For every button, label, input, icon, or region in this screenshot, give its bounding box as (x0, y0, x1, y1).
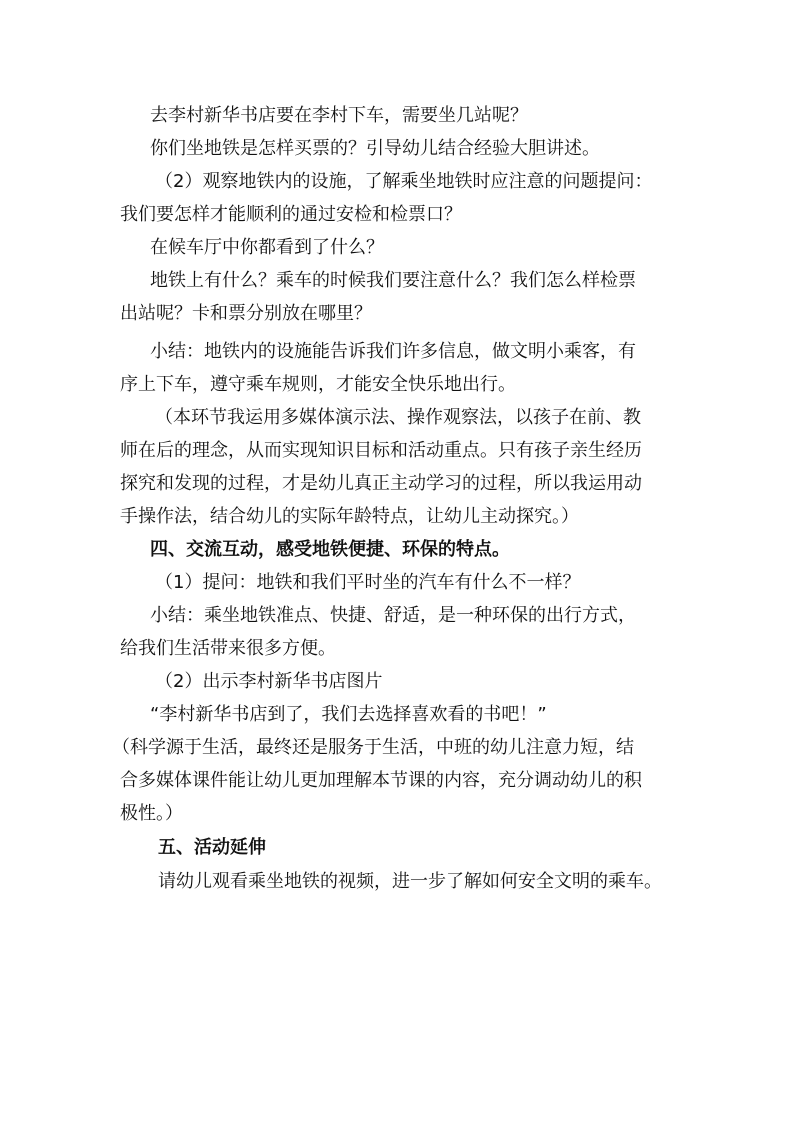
text-line: 小结：乘坐地铁准点、快捷、舒适，是一种环保的出行方式， (150, 605, 636, 626)
section-heading: 四、交流互动，感受地铁便捷、环保的特点。 (150, 539, 510, 560)
text-line: 合多媒体课件能让幼儿更加理解本节课的内容，充分调动幼儿的积 (120, 770, 642, 791)
text-line: 给我们生活带来很多方便。 (120, 638, 336, 659)
text-line: 极性。） (120, 803, 183, 824)
text-line: 出站呢？卡和票分别放在哪里？ (120, 303, 372, 324)
text-line: 你们坐地铁是怎样买票的？引导幼儿结合经验大胆讲述。 (150, 138, 600, 159)
text-line: 去李村新华书店要在李村下车，需要坐几站呢？ (150, 105, 528, 126)
text-line: （科学源于生活，最终还是服务于生活，中班的幼儿注意力短，结 (112, 737, 634, 758)
text-line: 地铁上有什么？乘车的时候我们要注意什么？我们怎么样检票 (150, 270, 636, 291)
text-line: （2）出示李村新华书店图片 (155, 671, 383, 692)
text-line: 小结：地铁内的设施能告诉我们许多信息，做文明小乘客，有 (150, 341, 636, 362)
text-line: 请幼儿观看乘坐地铁的视频，进一步了解如何安全文明的乘车。 (158, 871, 662, 892)
text-line: 在候车厅中你都看到了什么？ (150, 237, 384, 258)
text-line: “李村新华书店到了，我们去选择喜欢看的书吧！” (150, 704, 547, 725)
text-line: 探究和发现的过程，才是幼儿真正主动学习的过程，所以我运用动 (120, 473, 642, 494)
text-line: 师在后的理念，从而实现知识目标和活动重点。只有孩子亲生经历 (120, 440, 642, 461)
text-line: 手操作法，结合幼儿的实际年龄特点，让幼儿主动探究。） (120, 506, 579, 527)
text-line: （本环节我运用多媒体演示法、操作观察法，以孩子在前、教 (155, 407, 641, 428)
text-line: （1）提问：地铁和我们平时坐的汽车有什么不一样？ (155, 572, 581, 593)
text-line: 我们要怎样才能顺利的通过安检和检票口？ (120, 204, 462, 225)
text-line: 序上下车，遵守乘车规则，才能安全快乐地出行。 (120, 374, 516, 395)
text-line: （2）观察地铁内的设施，了解乘坐地铁时应注意的问题提问： (155, 171, 653, 192)
section-heading: 五、活动延伸 (158, 837, 266, 858)
